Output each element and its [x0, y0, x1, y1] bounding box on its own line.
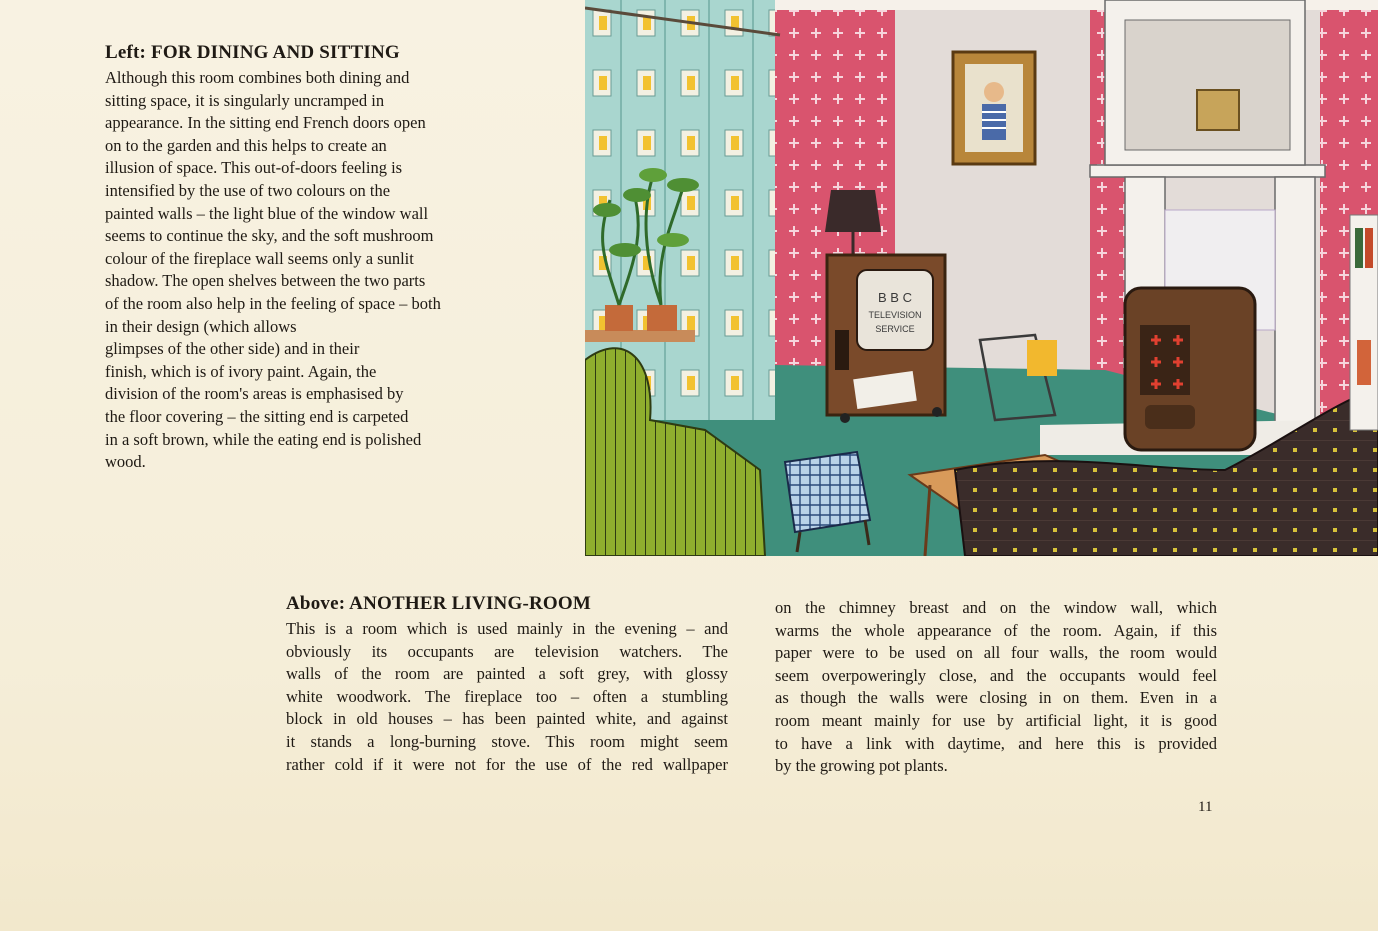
tv-screen-service: SERVICE: [875, 324, 915, 334]
dining-sitting-section: [105, 42, 500, 474]
paragraph-line: painted walls – the light blue of the window wall: [105, 203, 429, 223]
another-living-room-section: [286, 593, 728, 776]
paragraph-line: room meant mainly for use by artificial light, it is good: [775, 710, 1217, 730]
paragraph-line: paper were to be used on all four walls, the room would: [775, 643, 1217, 663]
tv-screen-bbc: B B C: [878, 290, 912, 305]
paragraph-line: colour of the fireplace wall seems only a sunlit: [105, 248, 414, 268]
paragraph-line: intensified by the use of two colours on the: [105, 180, 391, 200]
paragraph-line: the floor covering – the sitting end is carpeted: [105, 406, 409, 426]
another-living-room-heading: Above: ANOTHER LIVING-ROOM: [286, 593, 591, 614]
television-set: [827, 255, 945, 423]
paragraph-line: walls of the room are painted a soft grey, with glossy: [286, 664, 728, 684]
paragraph-line: This is a room which is used mainly in the evening – and: [286, 619, 728, 638]
tv-screen-television: TELEVISION: [868, 310, 922, 320]
paragraph-line: shadow. The open shelves between the two parts: [105, 271, 426, 291]
paragraph-line: white woodwork. The fireplace too – often a stumbling: [286, 686, 728, 706]
living-room-continued-section: [775, 597, 1217, 778]
paragraph-line: wood.: [105, 452, 146, 472]
another-living-room-paragraph: [286, 618, 728, 776]
paragraph-line: obviously its occupants are television watchers. The: [286, 641, 728, 661]
paragraph-line: by the growing pot plants.: [775, 756, 948, 776]
paragraph-line: to have a link with daytime, and here this is provided: [775, 733, 1217, 753]
paragraph-line: seems to continue the sky, and the soft mushroom: [105, 226, 434, 246]
paragraph-line: as though the walls were closing in on them. Even in a: [775, 688, 1217, 708]
page-number: 11: [1198, 799, 1213, 815]
paragraph-line: appearance. In the sitting end French doors open: [105, 113, 426, 133]
living-room-continued-paragraph: [775, 597, 1217, 778]
paragraph-line: warms the whole appearance of the room. Again, if this: [775, 620, 1217, 640]
paragraph-line: it stands a long-burning stove. This room might seem: [286, 731, 728, 751]
paragraph-line: glimpses of the other side) and in their: [105, 339, 360, 359]
paragraph-line: block in old houses – has been painted white, and against: [286, 709, 728, 729]
bookshelf: [1350, 215, 1378, 430]
long-burning-stove: [1125, 288, 1255, 450]
paragraph-line: seem overpoweringly close, and the occupants would feel: [775, 665, 1217, 685]
paragraph-line: finish, which is of ivory paint. Again, the: [105, 361, 377, 381]
dining-sitting-heading: Left: FOR DINING AND SITTING: [105, 42, 400, 63]
paragraph-line: division of the room's areas is emphasised by: [105, 384, 404, 404]
paragraph-line: on to the garden and this helps to create an: [105, 135, 387, 155]
portrait-painting: [953, 52, 1035, 164]
paragraph-line: illusion of space. This out-of-doors feeling is: [105, 158, 403, 178]
dining-sitting-paragraph: [105, 67, 500, 474]
living-room-illustration: [585, 0, 1378, 556]
paragraph-line: Although this room combines both dining and: [105, 68, 410, 87]
paragraph-line: of the room also help in the feeling of space – both: [105, 293, 441, 313]
paragraph-line: rather cold if it were not for the use of the red wallpaper: [286, 754, 728, 774]
paragraph-line: on the chimney breast and on the window wall, which: [775, 598, 1217, 617]
paragraph-line: in their design (which allows: [105, 316, 297, 336]
paragraph-line: in a soft brown, while the eating end is polished: [105, 429, 422, 449]
paragraph-line: sitting space, it is singularly uncramped in: [105, 90, 385, 110]
